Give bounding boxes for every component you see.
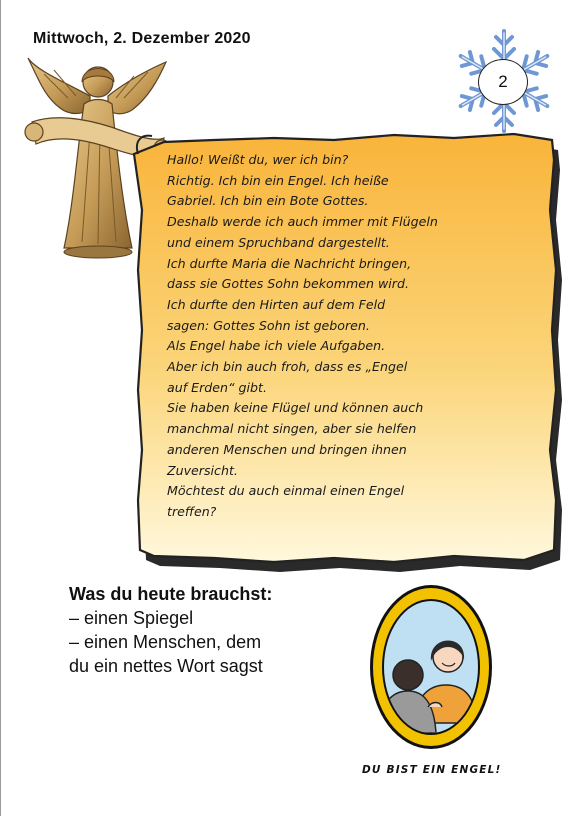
needs-item: du ein nettes Wort sagst (69, 656, 263, 676)
letter-text (167, 150, 497, 523)
date-heading: Mittwoch, 2. Dezember 2020 (33, 30, 251, 47)
mirror-illustration (368, 583, 494, 751)
needs-item: – einen Menschen, dem (69, 632, 262, 652)
needs-section (69, 582, 329, 678)
letter-line: manchmal nicht singen, aber sie helfen (167, 421, 417, 437)
letter-line: dass sie Gottes Sohn bekommen wird. (167, 276, 409, 292)
letter-line: Zuversicht. (167, 462, 238, 478)
page-border (0, 0, 1, 816)
needs-item: – einen Spiegel (69, 608, 194, 628)
letter-line: Als Engel habe ich viele Aufgaben. (167, 338, 386, 354)
letter-line: und einem Spruchband dargestellt. (167, 234, 390, 250)
illustration-caption: DU BIST EIN ENGEL! (362, 764, 502, 776)
letter-line: auf Erden“ gibt. (167, 379, 267, 395)
letter-line: Ich durfte Maria die Nachricht bringen, (167, 255, 412, 271)
day-number-badge: 2 (478, 59, 528, 105)
letter-line: Sie haben keine Flügel und können auch (167, 400, 424, 416)
letter-line: treffen? (167, 503, 217, 519)
letter-line: Richtig. Ich bin ein Engel. Ich heiße (167, 172, 389, 188)
letter-line: Hallo! Weißt du, wer ich bin? (167, 152, 349, 167)
letter-line: Ich durfte den Hirten auf dem Feld (167, 296, 386, 312)
letter-line: Gabriel. Ich bin ein Bote Gottes. (167, 193, 369, 209)
letter-line: anderen Menschen und bringen ihnen (167, 441, 407, 457)
letter-line: Möchtest du auch einmal einen Engel (167, 483, 405, 499)
letter-line: Deshalb werde ich auch immer mit Flügeln (167, 214, 438, 230)
letter-line: sagen: Gottes Sohn ist geboren. (167, 317, 370, 333)
letter-line: Aber ich bin auch froh, dass es „Engel (167, 359, 408, 375)
needs-title: Was du heute brauchst: (69, 584, 273, 604)
